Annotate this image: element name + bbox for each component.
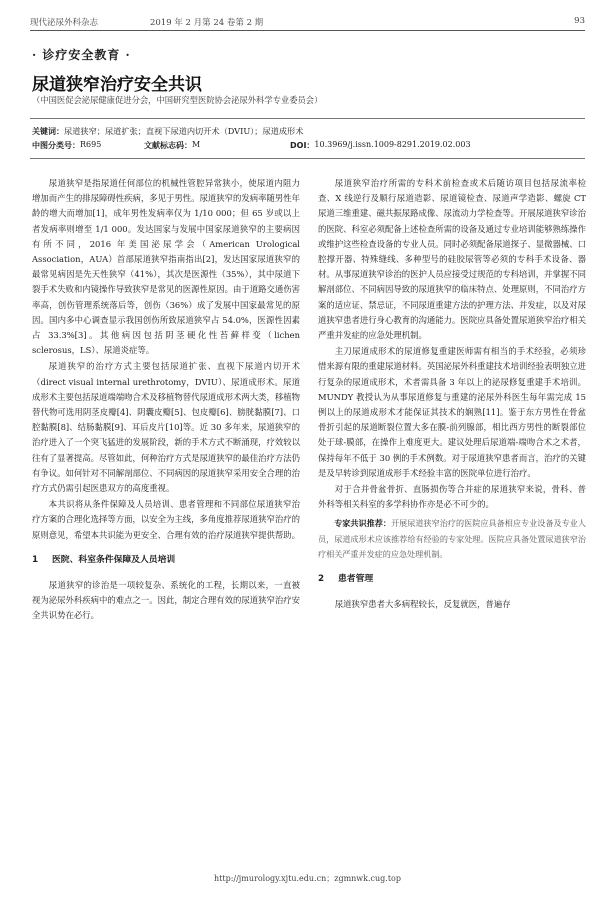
intro-paragraph-3: 本共识将从条件保障及人员培训、患者管理和不同部位尿道狭窄治疗方案的合理化选择等方面，以安全为主线，多角度推荐尿道狭窄治疗的原则意见，希望本共识能为更安全、合理有效的治疗尿道狭窄提供帮助。: [32, 499, 300, 540]
footer-url[interactable]: http://jmurology.xjtu.edu.cn；zgmnwk.cug.top: [214, 874, 401, 883]
divider-top: [30, 118, 585, 119]
right-column: [318, 176, 586, 613]
intro-paragraph-2: 尿道狭窄的治疗方式主要包括尿道扩张、直视下尿道内切开术（direct visual internal urethrotomy，DVIU）、尿道成形术。尿道成形术主要包括尿道端端吻合术及移植物替代尿道成形术两大类，移植物替代物可选用阴茎皮瓣[4]、阴囊皮瓣[5]、包皮瓣[6]、膀胱黏膜[7]、口腔黏膜[8]、结肠黏膜[9]、耳后皮片[10]等。近 30 多年来，尿道狭窄的治疗进入了一个突飞猛进的发展阶段，新的手术方式不断涌现，疗效较以往有了显著提高。尽管如此，何种治疗方式是尿道狭窄的最佳治疗方法仍有争议。如何针对不同解剖部位、不同病因的尿道狭窄采用安全合理的治疗方式仍需引起医患双方的高度重视。: [32, 361, 300, 494]
section-1-heading: [32, 553, 300, 568]
doc-code-value: M: [192, 140, 201, 149]
intro-paragraph-1: 尿道狭窄是指尿道任何部位的机械性管腔异常狭小，使尿道内阻力增加而产生的排尿障碍性疾病，多见于男性。尿道狭窄的发病率随男性年龄的增大而增加[1]，成年男性发病率仅为 1/10 000；但 65 岁或以上者发病率则增至 1/1 000。发达国家与发展中国家尿道狭窄的主要病因有所不同，2016 年美国泌尿学会（American Urological Association，AUA）首部尿道狭窄指南指出[2]，发达国家尿道狭窄的最常见病因是先天性狭窄（41%），其次是医源性（35%），其中尿道下裂手术失败和内镜操作导致狭窄是常见的医源性原因。由于道路交通伤害率高，创伤管理系统落后等，创伤（36%）成了发展中国家最常见的原因。国内多中心调查显示我国创伤所致尿道狭窄占 54.0%，医源性因素占 33.3%[3]。其他病因包括阴茎硬化性苔藓样变（lichen sclerosus，LS）、尿道炎症等。: [32, 178, 300, 356]
divider-bottom: [30, 158, 585, 159]
doi-entry: [290, 140, 471, 151]
expert-label: 专家共识推荐：: [334, 518, 392, 529]
issue-info: 2019 年 2 月第 24 卷第 2 期: [150, 18, 264, 28]
section-1-paragraph-3: 主刀尿道成形术的尿道修复重建医师需有相当的手术经验，必须珍惜来源有限的重建尿道材料。英国泌尿外科重建技术培训经验表明独立进行复杂的尿道成形术，术者需具备 3 年以上的泌尿修复重建手术培训。MUNDY 教授认为从事尿道修复与重建的泌尿外科医生每年需完成 15 例以上的尿道成形术才能保证其技术的娴熟[11]。鉴于东方男性在骨盆骨折引起的尿道断裂位置大多在膜-前列腺部，相比西方男性的断裂部位处于球-膜部，在操作上难度更大。建议处理后尿道端-端吻合术之术者，保持每年不低于 30 例的手术例数。对于尿道狭窄患者而言，治疗的关键是及早转诊到尿道成形手术经验丰富的医院单位进行治疗。: [318, 346, 586, 478]
section-1-paragraph-1: 尿道狭窄的诊治是一项较复杂、系统化的工程，长期以来，一直被视为泌尿外科疾病中的难点之一。因此，制定合理有效的尿道狭窄治疗安全共识势在必行。: [32, 580, 300, 621]
clc-entry: [32, 140, 102, 151]
expert-recommendation: [318, 516, 586, 562]
clc-label: 中图分类号：: [32, 141, 80, 150]
meta-line: [32, 140, 585, 153]
section-1-paragraph-2: 尿道狭窄治疗所需的专科术前检查或术后随访项目包括尿流率检查、X 线逆行及顺行尿道造影、尿道镜检查、尿道声学造影、螺旋 CT 尿道三维重建、磁共振尿路成像、尿流动力学检查等。开展尿道狭窄诊治的医院、科室必须配备上述检查所需的设备及通过专业培训能够熟练操作或维护这些检查设备的专业人员。同时必须配备尿道探子、显微器械、口腔撑开器、特殊缝线、多种型号的硅胶尿管等必须的专科手术设备、器材。从事尿道狭窄诊治的医护人员应接受过规范的专科培训，并掌握不同解剖部位、不同病因导致的尿道狭窄的临床特点、处理原则，不同治疗方案的适应证、禁忌证，不同尿道重建方法的护理方法、并发症，以及对尿道狭窄患者进行身心教育的沟通能力。医院应具备处置尿道狭窄治疗相关严重并发症的应急处理机制。: [318, 178, 586, 341]
doi-label: DOI：: [290, 141, 315, 150]
left-column: [32, 176, 300, 625]
doc-code-label: 文献标志码：: [144, 141, 192, 150]
article-title: 尿道狭窄治疗安全共识: [32, 75, 202, 95]
keywords: 尿道狭窄；尿道扩张；直视下尿道内切开术（DVIU）；尿道成形术: [64, 126, 304, 136]
section-2-paragraph-1: 尿道狭窄患者大多病程较长，反复就医，普遍存: [334, 599, 511, 610]
running-header: [30, 14, 585, 31]
section-label: · 诊疗安全教育 ·: [32, 48, 131, 62]
expert-text: 开展尿道狭窄治疗的医院应具备相应专业设备及专业人员，尿道成形术应该推荐给有经验的专家处理。医院应具备处置尿道狭窄治疗相关严重并发症的应急处理机制。: [318, 518, 586, 559]
section-2-heading: [318, 572, 586, 587]
section-1-title: 医院、科室条件保障及人员培训: [52, 554, 176, 565]
authors: （中国医促会泌尿健康促进分会，中国研究型医院协会泌尿外科学专业委员会）: [32, 95, 323, 105]
doi-value: 10.3969/j.issn.1009-8291.2019.02.003: [314, 140, 471, 149]
clc-value: R695: [80, 140, 102, 149]
keywords-label: 关键词：: [32, 127, 64, 136]
section-2-title: 患者管理: [338, 574, 374, 585]
doc-code-entry: [144, 140, 201, 151]
section-1-number: 1: [32, 554, 39, 565]
section-1-paragraph-4: 对于合并骨盆骨折、直肠损伤等合并症的尿道狭窄来说，骨科、普外科等相关科室的多学科协作亦是必不可少的。: [318, 484, 586, 510]
section-2-number: 2: [318, 574, 325, 585]
journal-name: 现代泌尿外科杂志: [30, 18, 99, 28]
keywords-line: [32, 125, 585, 138]
page-number: 93: [574, 16, 585, 26]
